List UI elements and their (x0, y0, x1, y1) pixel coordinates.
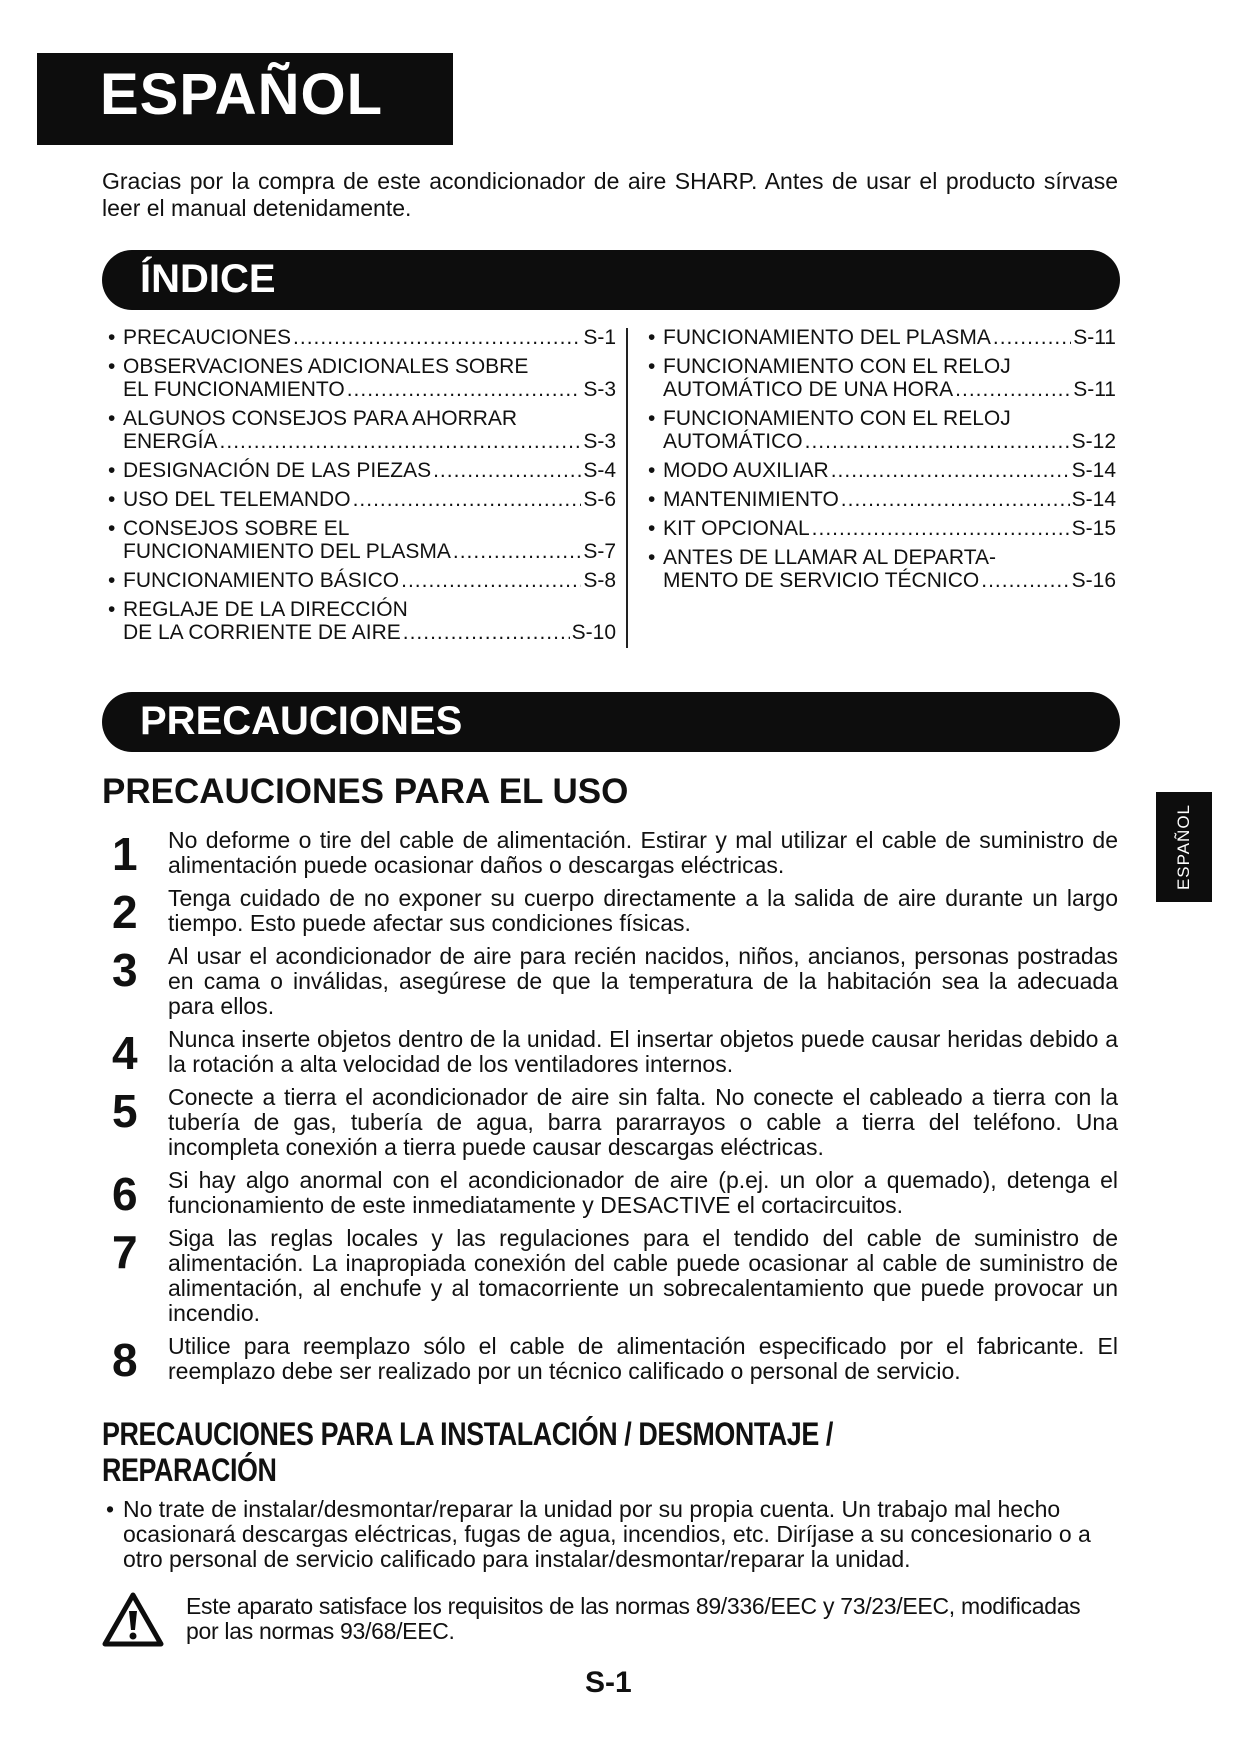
precaution-text: Nunca inserte objetos dentro de la unidad. El insertar objetos puede causar heridas debido a la rotación a alta velocidad de los ventiladores internos. (168, 1026, 1118, 1077)
toc-item (648, 488, 1116, 511)
toc-item-line (123, 540, 616, 563)
precautions-heading: PRECAUCIONES (140, 699, 463, 743)
bullet-mark: • (648, 546, 656, 569)
toc-item-line (663, 569, 1116, 592)
precautions-banner (102, 692, 1120, 752)
toc-item-title: FUNCIONAMIENTO BÁSICO (123, 569, 400, 592)
toc-item (108, 517, 616, 563)
precaution-text: Conecte a tierra el acondicionador de aire sin falta. No conecte el cableado a tierra con la tubería de gas, tubería de agua, barra pararrayos o cable a tierra del teléfono. Una incompleta conexión a tierra puede causar descargas eléctricas. (168, 1084, 1118, 1160)
toc-item-line (123, 407, 616, 430)
toc-page-ref: S-14 (1071, 459, 1116, 482)
toc-item (648, 459, 1116, 482)
toc-leader-dots (812, 517, 1070, 540)
toc-item-title: FUNCIONAMIENTO CON EL RELOJ (663, 407, 1011, 430)
language-title: ESPAÑOL (100, 62, 384, 127)
precaution-number: 4 (112, 1027, 138, 1079)
precaution-text: No deforme o tire del cable de alimentación. Estirar y mal utilizar el cable de suministro de alimentación puede ocasionar daños o descargas eléctricas. (168, 827, 1118, 878)
precaution-number: 7 (112, 1226, 138, 1278)
toc-item-line (123, 488, 616, 511)
toc-item (108, 488, 616, 511)
toc-item (108, 355, 616, 401)
toc-item-line (123, 430, 616, 453)
bullet-mark: • (108, 598, 116, 621)
toc-item-line (663, 407, 1116, 430)
toc-item-line (663, 459, 1116, 482)
intro-paragraph: Gracias por la compra de este acondicionador de aire SHARP. Antes de usar el producto sírvase leer el manual detenidamente. (102, 168, 1118, 221)
toc-item-line (663, 488, 1116, 511)
toc-item-line (663, 546, 1116, 569)
toc-page-ref: S-16 (1071, 569, 1116, 592)
toc-item-title: ANTES DE LLAMAR AL DEPARTA- (663, 546, 996, 569)
toc-item-line (123, 569, 616, 592)
toc-leader-dots (353, 488, 582, 511)
bullet-mark: • (108, 517, 116, 540)
bullet-mark: • (648, 407, 656, 430)
toc-page-ref: S-1 (583, 326, 616, 349)
toc-item (108, 569, 616, 592)
toc-item-title: MENTO DE SERVICIO TÉCNICO (663, 569, 980, 592)
toc-item-line (123, 326, 616, 349)
precaution-number: 8 (112, 1334, 138, 1386)
use-precautions-list (112, 828, 1118, 1392)
bullet-mark: • (648, 488, 656, 511)
toc-item-line (123, 621, 616, 644)
toc-item-line (123, 355, 616, 378)
toc-item-title: CONSEJOS SOBRE EL (123, 517, 350, 540)
precaution-number: 3 (112, 944, 138, 996)
precaution-item (112, 1085, 1118, 1160)
toc-leader-dots (841, 488, 1070, 511)
toc-item-line (123, 598, 616, 621)
precaution-text: Utilice para reemplazo sólo el cable de alimentación especificado por el fabricante. El reemplazo debe ser realizado por un técnico calificado o personal de servicio. (168, 1333, 1118, 1384)
precaution-item (112, 944, 1118, 1019)
toc-item (648, 407, 1116, 453)
toc-leader-dots (805, 430, 1070, 453)
toc-item-title: ENERGÍA (123, 430, 218, 453)
precaution-item (112, 1226, 1118, 1326)
toc-page-ref: S-7 (583, 540, 616, 563)
index-heading: ÍNDICE (140, 257, 276, 301)
toc-leader-dots (293, 326, 581, 349)
toc-leader-dots (433, 459, 581, 482)
toc-item (648, 517, 1116, 540)
toc-leader-dots (401, 569, 581, 592)
toc-page-ref: S-3 (583, 378, 616, 401)
toc-right-column (648, 326, 1116, 598)
toc-item-title: AUTOMÁTICO DE UNA HORA (663, 378, 954, 401)
bullet-mark: • (108, 407, 116, 430)
precaution-item (112, 1168, 1118, 1218)
toc-item-line (123, 459, 616, 482)
precaution-text: Al usar el acondicionador de aire para recién nacidos, niños, ancianos, personas postradas en cama o inválidas, asegúrese de que la temperatura de la habitación sea la adecuada para ellos. (168, 943, 1118, 1019)
toc-item-line (663, 378, 1116, 401)
toc-item-title: ALGUNOS CONSEJOS PARA AHORRAR (123, 407, 518, 430)
toc-page-ref: S-3 (583, 430, 616, 453)
precaution-number: 1 (112, 828, 138, 880)
installation-bullet (106, 1497, 1118, 1572)
toc-item (108, 326, 616, 349)
bullet-mark: • (108, 569, 116, 592)
toc-item-title: MODO AUXILIAR (663, 459, 829, 482)
installation-bullet-text: No trate de instalar/desmontar/reparar la unidad por su propia cuenta. Un trabajo mal hecho ocasionará descargas eléctricas, fugas de agua, incendios, etc. Diríjase a su concesionario o a otro personal de servicio calificado para instalar/desmontar/reparar la unidad. (123, 1496, 1091, 1572)
index-banner (102, 250, 1120, 310)
precaution-text: Tenga cuidado de no exponer su cuerpo directamente a la salida de aire durante un largo tiempo. Esto puede afectar sus condiciones físicas. (168, 885, 1118, 936)
toc-item-title: EL FUNCIONAMIENTO (123, 378, 345, 401)
precaution-number: 2 (112, 886, 138, 938)
precaution-number: 5 (112, 1085, 138, 1137)
toc-item (108, 407, 616, 453)
toc-item (108, 598, 616, 644)
toc-item-title: REGLAJE DE LA DIRECCIÓN (123, 598, 408, 621)
precaution-item (112, 1334, 1118, 1384)
toc-leader-dots (220, 430, 582, 453)
bullet-mark: • (648, 355, 656, 378)
toc-item-title: KIT OPCIONAL (663, 517, 810, 540)
toc-leader-dots (831, 459, 1070, 482)
toc-page-ref: S-6 (583, 488, 616, 511)
bullet-mark: • (108, 459, 116, 482)
bullet-mark: • (648, 459, 656, 482)
toc-page-ref: S-14 (1071, 488, 1116, 511)
toc-leader-dots (347, 378, 582, 401)
warning-triangle-icon (102, 1592, 164, 1648)
toc-item-line (663, 355, 1116, 378)
bullet-mark: • (106, 1496, 115, 1522)
toc-item-title: FUNCIONAMIENTO CON EL RELOJ (663, 355, 1011, 378)
toc-page-ref: S-4 (583, 459, 616, 482)
toc-item-title: PRECAUCIONES (123, 326, 292, 349)
toc-leader-dots (453, 540, 581, 563)
toc-item-title: AUTOMÁTICO (663, 430, 803, 453)
toc-item-title: USO DEL TELEMANDO (123, 488, 351, 511)
precaution-text: Si hay algo anormal con el acondicionador de aire (p.ej. un olor a quemado), detenga el funcionamiento de este inmediatamente y DESACTIVE el cortacircuitos. (168, 1167, 1118, 1218)
bullet-mark: • (648, 326, 656, 349)
installation-precautions-heading (102, 1416, 892, 1488)
toc-item (648, 355, 1116, 401)
toc-left-column (108, 326, 616, 650)
installation-heading-line2: REPARACIÓN (102, 1452, 277, 1488)
toc-page-ref: S-10 (571, 621, 616, 644)
toc-item-line (663, 517, 1116, 540)
toc-item-line (123, 378, 616, 401)
toc-leader-dots (955, 378, 1071, 401)
toc-leader-dots (993, 326, 1071, 349)
toc-leader-dots (403, 621, 570, 644)
toc-item-title: DE LA CORRIENTE DE AIRE (123, 621, 401, 644)
toc-item (108, 459, 616, 482)
toc-page-ref: S-8 (583, 569, 616, 592)
bullet-mark: • (648, 517, 656, 540)
toc-divider (626, 328, 628, 648)
toc-item-title: FUNCIONAMIENTO DEL PLASMA (123, 540, 451, 563)
toc-item-title: DESIGNACIÓN DE LAS PIEZAS (123, 459, 432, 482)
bullet-mark: • (108, 488, 116, 511)
side-tab-label: ESPAÑOL (1174, 803, 1193, 891)
precaution-item (112, 1027, 1118, 1077)
use-precautions-heading: PRECAUCIONES PARA EL USO (102, 772, 629, 811)
bullet-mark: • (108, 355, 116, 378)
language-title-box (37, 53, 453, 145)
toc-item (648, 326, 1116, 349)
toc-item-title: MANTENIMIENTO (663, 488, 839, 511)
precaution-item (112, 886, 1118, 936)
language-side-tab (1156, 792, 1212, 902)
toc-page-ref: S-11 (1073, 378, 1116, 401)
compliance-note: Este aparato satisface los requisitos de las normas 89/336/EEC y 73/23/EEC, modificadas por las normas 93/68/EEC. (186, 1593, 1081, 1644)
precaution-item (112, 828, 1118, 878)
installation-heading-line1: PRECAUCIONES PARA LA INSTALACIÓN / DESMONTAJE / (102, 1416, 833, 1452)
toc-item (648, 546, 1116, 592)
toc-item-title: OBSERVACIONES ADICIONALES SOBRE (123, 355, 529, 378)
precaution-number: 6 (112, 1168, 138, 1220)
toc-item-line (663, 430, 1116, 453)
toc-page-ref: S-11 (1073, 326, 1116, 349)
toc-page-ref: S-12 (1071, 430, 1116, 453)
toc-page-ref: S-15 (1071, 517, 1116, 540)
bullet-mark: • (108, 326, 116, 349)
toc-item-title: FUNCIONAMIENTO DEL PLASMA (663, 326, 991, 349)
toc-item-line (123, 517, 616, 540)
page-number: S-1 (585, 1666, 632, 1699)
toc-item-line (663, 326, 1116, 349)
toc-leader-dots (981, 569, 1069, 592)
precaution-text: Siga las reglas locales y las regulaciones para el tendido del cable de suministro de alimentación. La inapropiada conexión del cable puede ocasionar al cable de suministro de alimentación, al enchufe y al tomacorriente un sobrecalentamiento que puede provocar un incendio. (168, 1225, 1118, 1326)
